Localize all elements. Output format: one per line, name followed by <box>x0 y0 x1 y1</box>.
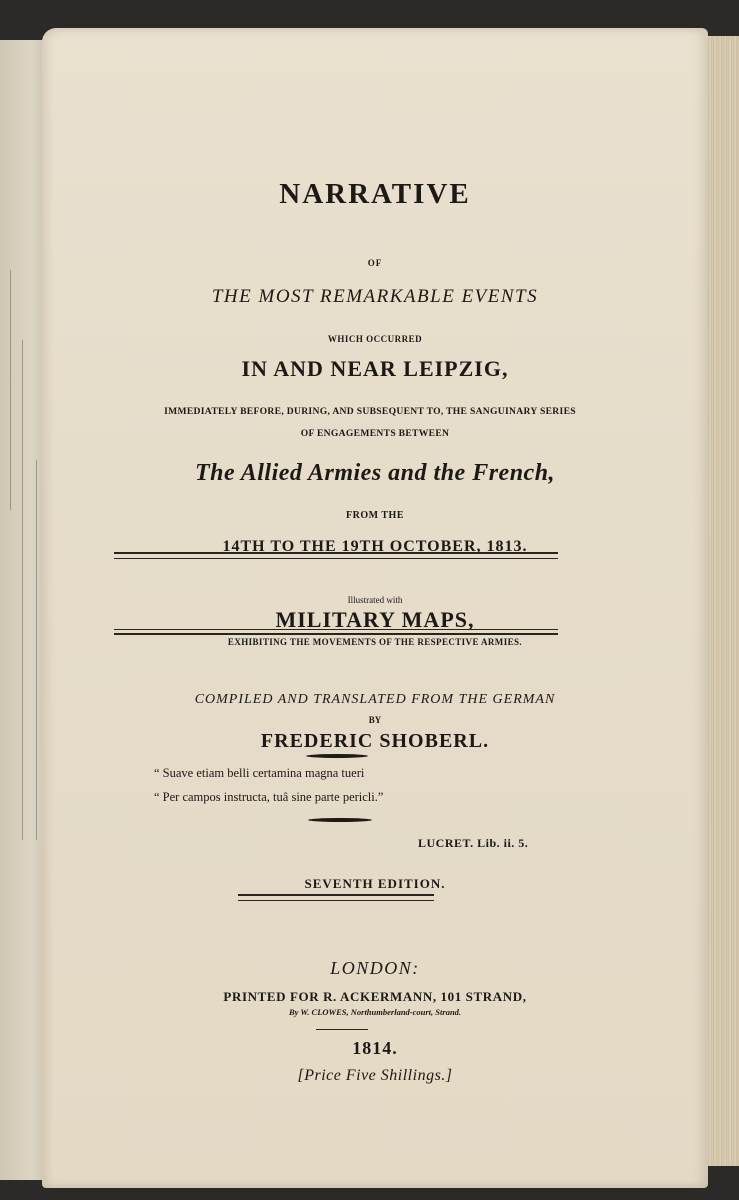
by-text: BY <box>368 715 382 725</box>
title-page <box>42 28 708 1188</box>
double-rule-bottom-thin <box>238 900 434 901</box>
title-connector-of: OF <box>367 258 383 268</box>
book-title: NARRATIVE <box>279 178 471 210</box>
belligerents-heading: The Allied Armies and the French, <box>194 460 556 486</box>
double-rule-bottom <box>238 894 434 896</box>
printer-line: By W. CLOWES, Northumberland-court, Strand. <box>288 1007 462 1017</box>
illustrated-with-text: Illustrated with <box>347 595 403 605</box>
publisher-line: PRINTED FOR R. ACKERMANN, 101 STRAND, <box>223 989 527 1004</box>
epigraph-line-1: “ Suave etiam belli certamina magna tueri <box>154 766 365 780</box>
compiled-translated-text: COMPILED AND TRANSLATED FROM THE GERMAN <box>194 692 556 707</box>
double-rule-middle-thin <box>114 629 558 630</box>
from-the-text: FROM THE <box>346 510 404 521</box>
double-rule-middle <box>114 633 558 635</box>
imprint-city: LONDON: <box>330 958 420 978</box>
map-fragment-line <box>36 460 37 840</box>
ornament-dash <box>306 754 368 758</box>
date-range: 14TH TO THE 19TH OCTOBER, 1813. <box>222 538 528 555</box>
double-rule-top <box>114 552 558 554</box>
page-fore-edge <box>706 36 739 1166</box>
price-text: [Price Five Shillings.] <box>297 1067 453 1084</box>
description-line-2: OF ENGAGEMENTS BETWEEN <box>300 428 450 439</box>
epigraph-line-2: “ Per campos instructa, tuâ sine parte pericli.” <box>154 790 384 804</box>
epigraph-source: LUCRET. Lib. ii. 5. <box>418 836 529 850</box>
book-subtitle: THE MOST REMARKABLE EVENTS <box>211 286 539 307</box>
author-name: FREDERIC SHOBERL. <box>260 730 490 752</box>
map-fragment-line <box>22 340 23 840</box>
publication-year: 1814. <box>352 1038 398 1058</box>
description-line-1: IMMEDIATELY BEFORE, DURING, AND SUBSEQUENT TO, THE SANGUINARY SERIES <box>164 406 576 417</box>
map-fragment-line <box>10 270 11 510</box>
military-maps-heading: MILITARY MAPS, <box>275 607 475 632</box>
year-rule <box>316 1029 368 1030</box>
edition-text: SEVENTH EDITION. <box>304 876 446 891</box>
double-rule-top-thin <box>114 558 558 559</box>
which-occurred-text: WHICH OCCURRED <box>327 334 423 344</box>
ornament-dash <box>308 818 372 822</box>
maps-description: EXHIBITING THE MOVEMENTS OF THE RESPECTIVE ARMIES. <box>227 637 523 647</box>
place-heading: IN AND NEAR LEIPZIG, <box>241 356 509 381</box>
